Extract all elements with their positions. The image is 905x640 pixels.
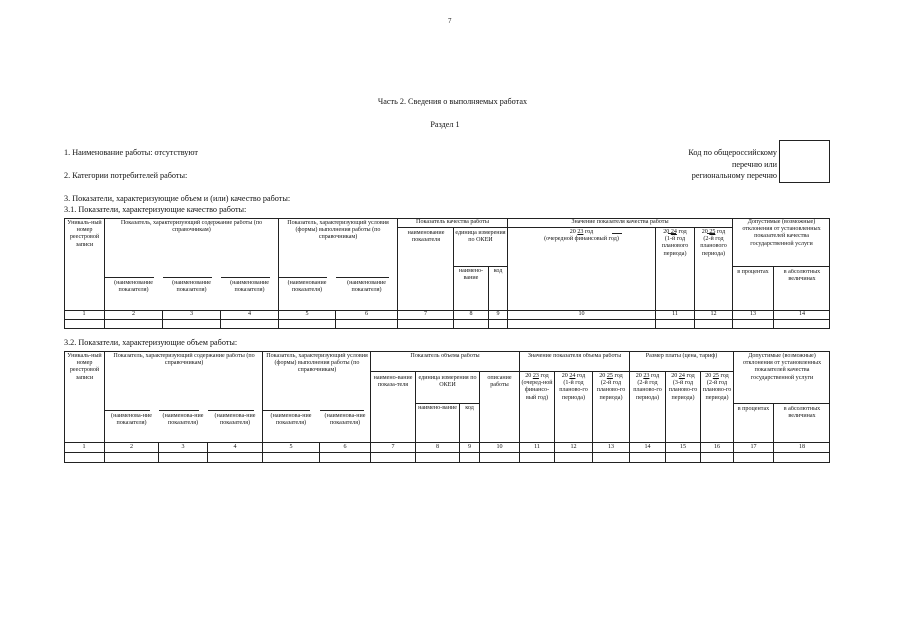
t2-header-price: Размер платы (цена, тариф) [645,353,718,359]
t2-indicator-name-4: (наименова-ние показателя) [270,413,312,427]
t2-value-year1 [520,373,554,402]
t1-col-number: 11 [672,311,678,318]
t2-price-year1 [630,373,665,402]
t2-price-year1-value: 23 [643,373,650,379]
t2-value-year2-word: год [576,373,586,379]
t1-header-percent: в процентах [737,269,769,275]
t2-header-unit-name: наимено-вание [418,405,457,411]
t2-col-number: 15 [679,443,687,450]
quality-table [64,218,830,329]
t1-indicator-name-4: (наименование показателя) [287,280,327,294]
t2-col-number: 12 [570,443,577,450]
code-label-1: Код по общероссийскому [688,148,777,157]
t1-year3 [695,229,732,258]
t2-price-year3-century: 20 [705,373,712,379]
t2-header-indicator-name: наимено-вание показа-теля [373,375,413,389]
code-label-2: перечню или [731,160,777,169]
t2-price-year3 [701,373,733,402]
t2-header-content: Показатель, характеризующий содержание работы (по справочникам) [113,353,255,367]
t2-col-number: 6 [343,443,347,450]
t2-value-year2-sub: (1-й год планово-го периода) [559,380,588,401]
t2-price-year2 [666,373,700,402]
t1-year2-word: год [678,229,687,235]
t2-value-year2-century: 20 [561,373,568,379]
t2-value-year3-sub: (2-й год планово-го периода) [596,380,626,401]
t1-col-number: 2 [131,311,136,318]
t2-header-absolute: в абсолютных величинах [783,406,821,420]
indicators-heading: 3. Показатели, характеризующие объем и (или) качество работы: [64,194,291,203]
t2-price-year2-sub: (3-й год планово-го периода) [668,380,698,401]
t1-header-unit: единица измерения по ОКЕИ [455,230,506,244]
t2-value-year2 [555,373,592,402]
t1-year1-word: год [584,229,594,235]
t1-indicator-name-5: (наименование показателя) [347,280,386,294]
section-title: Раздел 1 [430,120,460,129]
t1-col-number: 4 [247,311,252,318]
t1-year3-century: 20 [701,229,708,235]
t2-col-number: 5 [289,443,293,450]
t1-year2 [656,229,694,258]
t2-header-volume: Показатель объема работы [410,353,480,359]
t2-value-year1-value: 23 [532,373,539,379]
t1-year1-sub: (очередной финансовый год) [544,236,619,243]
t2-indicator-name-1: (наименова-ние показателя) [111,413,152,427]
t1-header-unique-number: Уникаль-ный номер реестровой записи [67,220,102,248]
t1-year1-century: 20 [569,229,576,235]
t2-price-year3-word: год [720,373,729,379]
t2-indicator-name-5: (наименова-ние показателя) [324,413,366,427]
t2-price-year1-word: год [650,373,660,379]
t2-value-year3 [593,373,629,402]
t2-value-year1-sub: (очеред-ной финансо-вый год) [521,380,553,401]
t2-header-value: Значение показателя объема работы [527,353,622,359]
t2-value-year2-value: 24 [569,373,576,379]
t1-col-number: 6 [364,311,369,318]
t2-col-number: 1 [82,443,86,450]
t2-col-number: 16 [713,443,721,450]
t1-header-indicator-name: наименование показателя [407,230,445,244]
code-label-3: региональному перечню [691,171,777,180]
t2-col-number: 2 [129,443,134,450]
t1-year3-word: год [716,229,726,235]
t2-header-unit-code: код [465,405,474,411]
t1-year2-century: 20 [663,229,670,235]
t2-value-year3-century: 20 [599,373,606,379]
t2-price-year3-sub: (2-й год планово-го периода) [702,380,732,401]
t2-col-number: 10 [496,443,503,450]
t1-header-quality: Показатель качества работы [416,219,489,225]
t1-year3-value: 25 [709,229,716,235]
t2-indicator-name-2: (наименова-ние показателя) [162,413,204,427]
t1-col-number: 10 [578,311,585,318]
t1-col-number: 1 [82,311,86,318]
t2-price-year1-sub: (2-й год планово-го периода) [633,380,662,401]
t1-header-unit-name: наимено-вание [458,268,484,282]
work-name-line: 1. Наименование работы: отсутствуют [64,148,198,157]
t2-col-number: 11 [534,443,540,450]
volume-heading: 3.2. Показатели, характеризующие объем работы: [64,338,238,347]
t2-header-percent: в процентах [737,406,770,412]
t2-price-year2-value: 24 [678,373,685,379]
t2-col-number: 18 [798,443,806,450]
t1-year1 [508,229,655,243]
t2-price-year2-century: 20 [671,373,678,379]
t1-year2-sub: (1-й год планового периода) [661,236,689,257]
t2-col-number: 4 [233,443,237,450]
volume-table [64,351,830,463]
t2-header-description: описание работы [487,375,512,389]
t2-indicator-name-3: (наименова-ние показателя) [214,413,256,427]
t2-header-unit: единица измерения по ОКЕИ [418,375,477,389]
t2-price-year3-value: 25 [712,373,719,379]
t1-header-conditions: Показатель, характеризующий условия (формы) выполнения работы (по справочникам) [287,220,389,241]
t1-col-number: 14 [798,311,806,318]
consumer-category-line: 2. Категории потребителей работы: [64,171,188,180]
page-number: 7 [448,17,452,25]
t2-header-conditions: Показатель, характеризующий условия (формы) выполнения работы (по справочникам) [266,353,368,374]
t2-col-number: 17 [750,443,757,450]
t1-header-absolute: в абсолютных величинах [783,269,821,283]
t1-header-value: Значение показателя качества работы [571,219,669,225]
t1-col-number: 12 [710,311,717,318]
t2-col-number: 7 [391,443,395,450]
t1-col-number: 5 [305,311,309,318]
t1-col-number: 13 [749,311,757,318]
t2-col-number: 13 [607,443,615,450]
t1-indicator-name-2: (наименование показателя) [172,280,211,294]
t1-year2-value: 24 [670,229,677,235]
t1-indicator-name-1: (наименование показателя) [114,280,153,294]
t2-col-number: 8 [435,443,440,450]
quality-heading: 3.1. Показатели, характеризующие качество работы: [64,205,247,214]
t1-col-number: 3 [189,311,194,318]
t1-col-number: 9 [496,311,500,318]
t2-value-year3-value: 25 [606,373,613,379]
t2-header-deviation: Допустимые (возможные) отклонения от установленных показателей качества государственной услуги [742,353,822,381]
t2-col-number: 14 [644,443,651,450]
t2-col-number: 9 [467,443,472,450]
t2-value-year1-word: год [540,373,549,379]
t1-header-deviation: Допустимые (возможные) отклонения от установленных показателей качества государственной услуги [742,219,821,247]
t2-value-year1-century: 20 [525,373,532,379]
t2-price-year2-word: год [686,373,695,379]
t2-value-year3-word: год [614,373,623,379]
t1-header-unit-code: код [493,268,503,274]
t1-col-number: 7 [423,311,428,318]
part-title: Часть 2. Сведения о выполняемых работах [377,97,528,106]
t1-col-number: 8 [469,311,473,318]
t2-col-number: 3 [181,443,185,450]
t2-header-unique-number: Уникаль-ный номер реестровой записи [67,353,102,381]
t1-year1-value: 23 [577,229,584,235]
t1-indicator-name-3: (наименование показателя) [230,280,269,294]
t2-price-year1-century: 20 [635,373,642,379]
t1-header-content: Показатель, характеризующий содержание работы (по справочникам) [120,220,263,234]
t1-year3-sub: (2-й год планового периода) [700,236,727,257]
registry-code-box [779,140,830,183]
